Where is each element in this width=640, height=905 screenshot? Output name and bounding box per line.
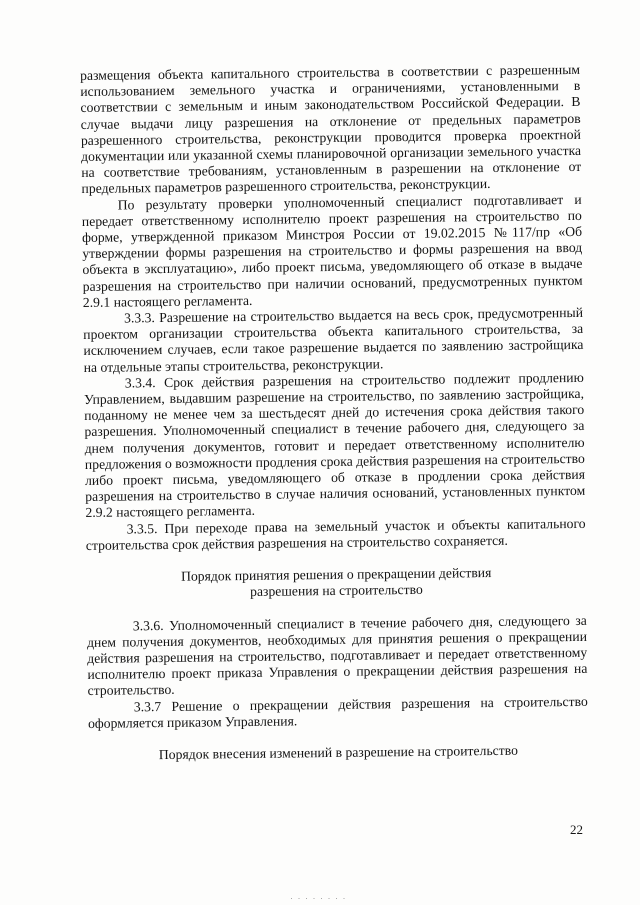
paragraph-3-3-4: 3.3.4. Срок действия разрешения на строительство подлежит продлению Управлением, выдавшим разрешение на строительство, по заявлению застройщика, поданному не менее чем за шестьдесят дней до истечения срока действия такого разрешения. Уполномоченный специалист в течение рабочего дня, следующего за днем получения документов, готовит и передает ответственному исполнителю предложения о возможности продления срока действия разрешения на строительство либо проект письма, уведомляющего об отказе в продлении срока действия разрешения на строительство в случае наличия оснований, установленных пунктом 2.9.2 настоящего регламента. [83,369,586,521]
paragraph-3-3-7: 3.3.7 Решение о прекращении действия разрешения на строительство оформляется приказом Управления. [87,693,588,731]
page-content [80,62,588,764]
section-heading-termination-line2: разрешения на строительство [249,582,423,600]
paragraph-3-3-5: 3.3.5. При переходе права на земельный участок и объекты капитального строительства срок действия разрешения на строительство сохраняется. [85,515,586,553]
paragraph-3-3-6: 3.3.6. Уполномоченный специалист в течение рабочего дня, следующего за днем получения документов, необходимых для принятия решения о прекращении действия разрешения на строительство, подготавливает и передает ответственному исполнителю проект приказа Управления о прекращении действия разрешения на строительство. [86,612,588,699]
footer-faint-text: · · · · · · · · [290,893,347,903]
paragraph-intro: размещения объекта капитального строительства в соответствии с разрешенным использованием земельного участка и ограничениями, установленными в соответствии с земельным и иным законодательством Российской Федерации. В случае выдачи лицу разрешения на отклонение от предельных параметров разрешенного строительства, реконструкции проводится проверка проектной документации или указанной схемы планировочной организации земельного участка на соответствие требованиям, установленным в разрешении на отклонение от предельных параметров разрешенного строительства, реконструкции. [80,61,582,197]
paragraph-3-3-3: 3.3.3. Разрешение на строительство выдается на весь срок, предусмотренный проектом организации строительства объекта капитального строительства, за исключением случаев, если такое разрешение выдается по заявлению застройщика на отдельные этапы строительства, реконструкции. [83,304,584,375]
section-heading-amendments: Порядок внесения изменений в разрешение на строительство [158,742,518,763]
paragraph-inspection-result: По результату проверки уполномоченный специалист подготавливает и передает ответственному исполнителю проект разрешения на строительство по форме, утвержденной приказом Минстроя России от 19.02.2015 №117/пр «Об утверждении формы разрешения на строительство и формы разрешения на ввод объекта в эксплуатацию», либо проект письма, уведомляющего об отказе в выдаче разрешения на строительство при наличии оснований, предусмотренных пунктом 2.9.1 настоящего регламента. [81,191,583,310]
page-number: 22 [570,822,583,837]
section-heading-termination-line1: Порядок принятия решения о прекращении действия [180,565,492,584]
